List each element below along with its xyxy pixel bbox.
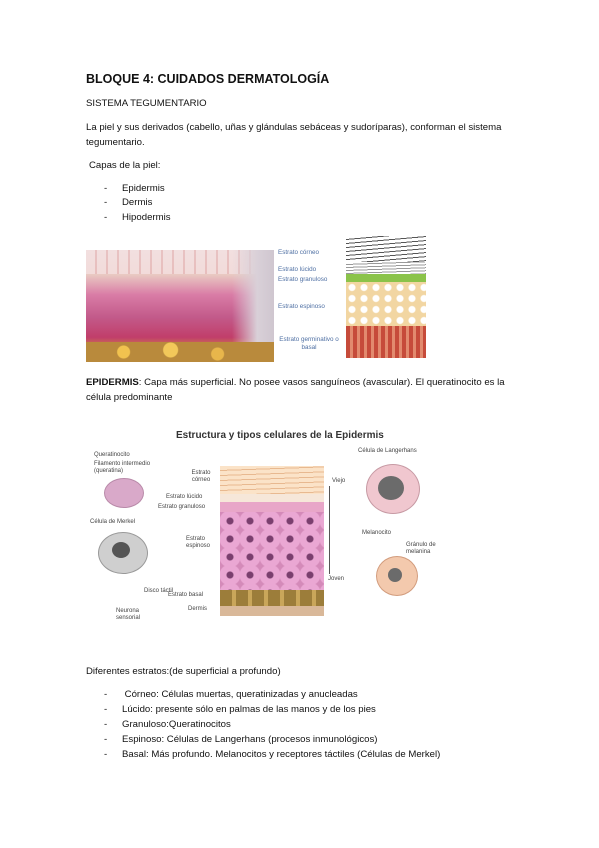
figure-title: Estructura y tipos celulares de la Epidermis [176, 430, 384, 441]
strata-heading: Diferentes estratos:(de superficial a profundo) [86, 666, 281, 677]
label-disco: Disco táctil [144, 588, 174, 594]
skin-3d-image [86, 250, 274, 362]
label-dermis-fig: Dermis [188, 606, 207, 612]
tissue-espinoso [220, 512, 324, 590]
intro-paragraph: La piel y sus derivados (cabello, uñas y glándulas sebáceas y sudoríparas), conforman el sistema tegumentario. [86, 122, 502, 148]
label-langerhans: Célula de Langerhans [358, 448, 417, 454]
label-granuloso: Estrato granuloso [278, 276, 328, 283]
langerhans-nucleus [378, 476, 404, 500]
epidermis-paragraph: EPIDERMIS: Capa más superficial. No posee vasos sanguíneos (avascular). El queratinocito es la célula predominante [86, 377, 505, 403]
list-item: - Espinoso: Células de Langerhans (procesos inmunológicos) [104, 734, 378, 745]
label-corneo: Estrato córneo [278, 249, 319, 256]
epidermis-figure [86, 428, 516, 624]
list-item: - Granuloso:Queratinocitos [104, 719, 231, 730]
list-item: - Dermis [104, 197, 153, 208]
tissue-basal [220, 590, 324, 606]
label-joven: Joven [328, 576, 345, 582]
label-corneo-fig: Estrato córneo [191, 470, 211, 483]
label-merkel: Célula de Merkel [90, 519, 136, 525]
layer-espinoso [346, 282, 426, 326]
strata-diagram [276, 236, 432, 360]
label-viejo: Viejo [332, 478, 346, 484]
list-item: - Epidermis [104, 183, 165, 194]
tissue-granuloso [220, 502, 324, 512]
list-item: - Hipodermis [104, 212, 171, 223]
list-item: - Lúcido: presente sólo en palmas de las manos y de los pies [104, 704, 376, 715]
list-item: - Basal: Más profundo. Melanocitos y receptores táctiles (Células de Merkel) [104, 749, 441, 760]
label-queratinocito: Queratinocito [94, 452, 130, 458]
label-granuloso-fig: Estrato granuloso [158, 504, 206, 510]
label-lucido: Estrato lúcido [278, 266, 317, 273]
layer-lucido [346, 262, 426, 274]
label-neurona: Neurona sensorial [116, 608, 141, 621]
tissue-corneo [220, 466, 324, 494]
label-basal-fig: Estrato basal [168, 592, 204, 598]
layer-granuloso [346, 274, 426, 282]
layer-basal [346, 326, 426, 358]
label-filamento: Filamento intermedio (queratina) [94, 461, 151, 474]
layers-heading: Capas de la piel: [89, 160, 161, 171]
page-title: BLOQUE 4: CUIDADOS DERMATOLOGÍA [86, 72, 330, 86]
label-lucido-fig: Estrato lúcido [166, 494, 203, 500]
merkel-nucleus [112, 542, 130, 558]
label-basal: Estrato germinativo o basal [279, 336, 339, 351]
section-subtitle: SISTEMA TEGUMENTARIO [86, 98, 207, 109]
melanocito-nucleus [388, 568, 402, 582]
label-espinoso-fig: Estrato espinoso [186, 536, 211, 549]
list-item: - Córneo: Células muertas, queratinizadas y anucleadas [104, 689, 358, 700]
label-espinoso: Estrato espinoso [278, 303, 325, 310]
tissue-lucido [220, 494, 324, 502]
queratinocito-illustration [104, 478, 144, 508]
age-arrow [329, 486, 330, 574]
layer-corneo [346, 236, 426, 262]
tissue-dermis [220, 606, 324, 616]
label-melanocito: Melanocito [362, 530, 392, 536]
label-granulo: Gránulo de melanina [406, 542, 436, 555]
